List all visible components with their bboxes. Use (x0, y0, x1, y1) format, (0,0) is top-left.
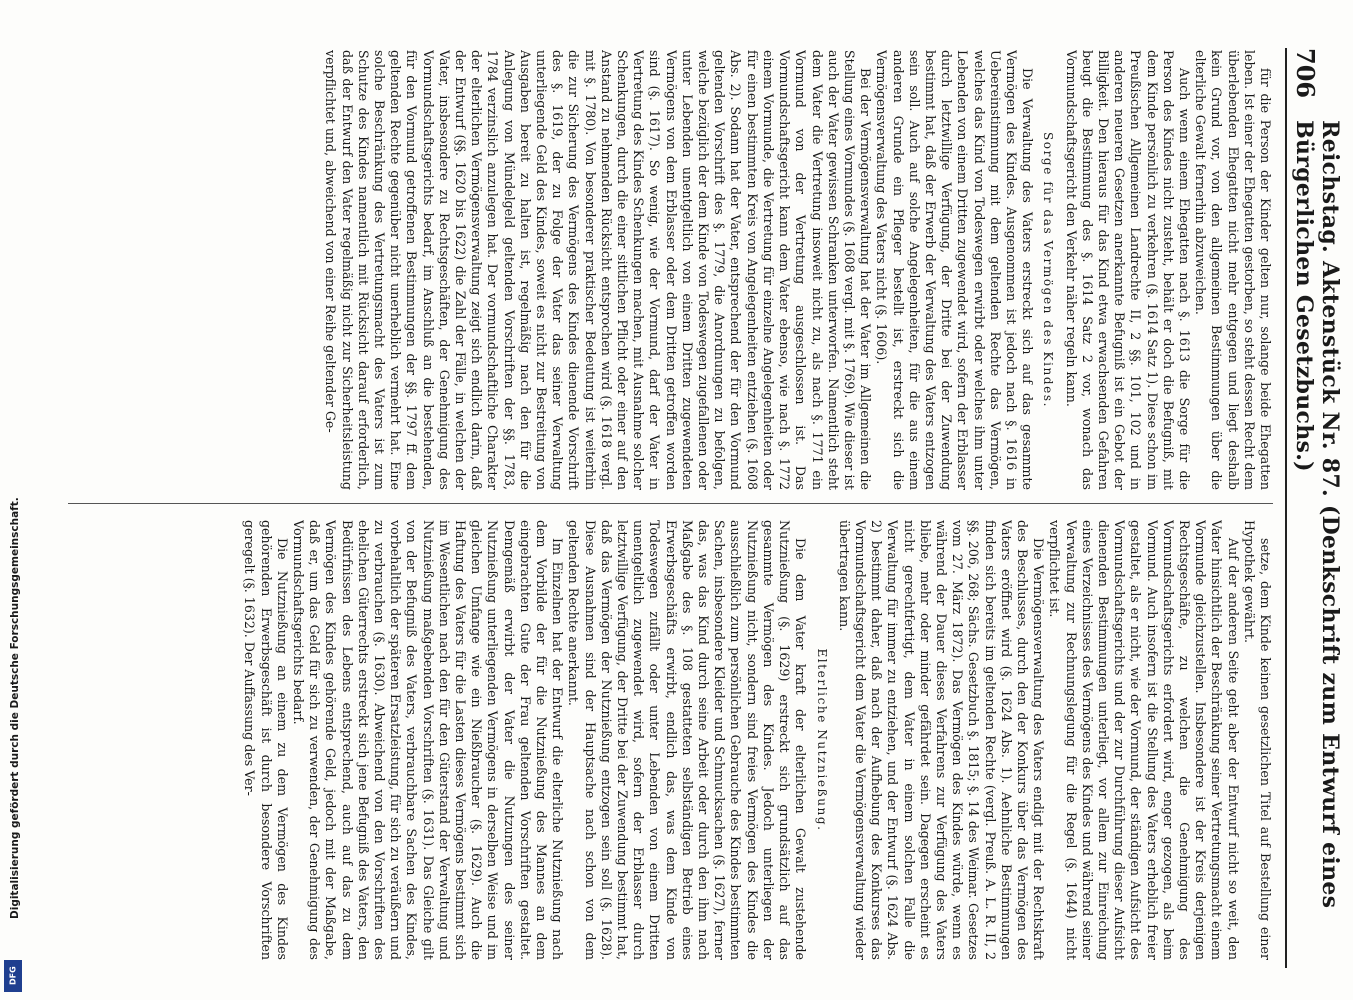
paragraph: für die Person der Kinder gelten nur, solange beide Ehegatten leben. Ist einer der Ehegatten gestorben, so steht dessen Recht dem überlebenden Ehegatten nicht mehr entgegen und liegt deshalb kein Grund vor, von den allgemeinen Bestimmungen über die elterliche Gewalt fernerhin abzuweichen. (1193, 50, 1273, 490)
page-number: 706 (1291, 48, 1320, 99)
paragraph: Die Verwaltung des Vaters erstreckt sich auf das gesammte Vermögen des Kindes. Ausgenommen ist jedoch nach §. 1616 in Uebereinstimmung mit dem geltenden Rechte das Vermögen, welches das Kind von Todeswegen erwirbt oder welches ihm unter Lebenden von einem Dritten zugewendet wird, sofern der Erblasser durch letztwillige Verfügung, der Dritte bei der Zuwendung bestimmt hat, daß der Erwerb der Verwaltung des Vaters entzogen sein soll. Auch auf solche Angelegenheiten, für die aus einem anderen Grunde ein Pfleger bestellt ist, erstreckt sich die Vermögensverwaltung des Vaters nicht (§. 1606). (874, 50, 1036, 490)
paragraph: Im Einzelnen hat der Entwurf die elterliche Nutznießung nach dem Vorbilde der für die Nutznießung des Mannes an dem eingebrachten Gute der Frau geltenden Vorschriften gestaltet. Demgemäß erwirbt der Vater die Nutzungen des seiner Nutznießung unterliegenden Vermögens in derselben Weise und im gleichen Umfange wie ein Nießbraucher (§. 1629). Auch die Haftung des Vaters für die Lasten dieses Vermögens bestimmt sich im Wesentlichen nach den für den Güterstand der Verwaltung und Nutznießung maßgebenden Vorschriften (§. 1631). Das Gleiche gilt von der Befugniß des Vaters, verbrauchbare Sachen des Kindes, vorbehaltlich der späteren Ersatzleistung, für sich zu veräußern und zu verbrauchen (§. 1630). Abweichend von den Vorschriften des ehelichen Güterrechts erstreckt sich jene Befugniß des Vaters, den Bedürfnissen des Lebens entsprechend, auch auf das zu dem Vermögen des Kindes gehörende Geld, jedoch mit der Maßgabe, daß er, um das Geld für sich zu verwenden, der Genehmigung des Vormundschaftsgerichts bedarf. (291, 520, 566, 960)
page-title: Reichstag. Aktenstück Nr. 87. (Denkschrift zum Entwurf eines Bürgerlichen Gesetzbuchs.) (1291, 120, 1343, 909)
paragraph: Die Vermögensverwaltung des Vaters endigt mit der Rechtskraft des Beschlusses, durch den der Konkurs über das Vermögen des Vaters eröffnet wird (§. 1624 Abs. 1). Aehnliche Bestimmungen finden sich bereits im geltenden Rechte (vergl. Preuß. A. L. R. II, 2 §§. 206, 268; Sächs. Gesetzbuch §. 1815; §. 14 des Weimar. Gesetzes vom 27. März 1872). Das Vermögen des Kindes würde, wenn es während der Dauer dieses Verfahrens zur Verfügung des Vaters bliebe, mehr oder minder gefährdet sein. Dagegen erscheint es nicht gerechtfertigt, dem Vater in einem solchen Falle die Verwaltung für immer zu entziehen, und der Entwurf (§. 1624 Abs. 2) bestimmt daher, daß nach der Aufhebung des Konkurses das Vormundschaftsgericht dem Vater die Vermögensverwaltung wieder übertragen kann. (836, 520, 1047, 960)
paragraph: Die dem Vater kraft der elterlichen Gewalt zustehende Nutznießung (§. 1629) erstreckt sich grundsätzlich auf das gesammte Vermögen des Kindes. Jedoch unterliegen der Nutznießung nicht, sondern sind freies Vermögen des Kindes die ausschließlich zum persönlichen Gebrauche des Kindes bestimmten Sachen, insbesondere Kleider und Schmucksachen (§. 1627), ferner das, was das Kind durch seine Arbeit oder durch den ihm nach Maßgabe des §. 108 gestatteten selbständigen Betrieb eines Erwerbsgeschäfts erwirbt, endlich das, was dem Kinde von Todeswegen zufällt oder unter Lebenden von einem Dritten unentgeltlich zugewendet wird, sofern der Erblasser durch letztwillige Verfügung, der Dritte bei der Zuwendung bestimmt hat, daß das Vermögen der Nutznießung entzogen sein soll (§. 1628). Diese Ausnahmen sind der Hauptsache nach schon von dem geltenden Rechte anerkannt. (566, 520, 809, 960)
section-heading: Elterliche Nutznießung. (814, 648, 829, 832)
paragraph: setze, dem Kinde keinen gesetzlichen Titel auf Bestellung einer Hypothek gewährt. (1241, 520, 1273, 960)
paragraph: Bei der Vermögensverwaltung hat der Vater im Allgemeinen die Stellung eines Vormundes (§. 1608 vergl. mit §. 1769). Wie dieser ist auch der Vater gewissen Schranken unterworfen. Namentlich steht dem Vater die Vertretung insoweit nicht zu, als nach §. 1771 ein Vormund von der Vertretung ausgeschlossen ist. Das Vormundschaftsgericht kann dem Vater ebenso, wie nach §. 1772 einem Vormunde, die Vertretung für einzelne Angelegenheiten oder für einen bestimmten Kreis von Angelegenheiten entziehen (§. 1608 Abs. 2). Sodann hat der Vater, entsprechend der für den Vormund geltenden Vorschrift des §. 1779, die Anordnungen zu befolgen, welche bezüglich der dem Kinde von Todeswegen zugefallenen oder unter Lebenden unentgeltlich von einem Dritten zugewendeten Vermögens von dem Erblasser oder dem Dritten getroffen worden sind (§. 1617). So wenig, wie der Vormund, darf der Vater in Vertretung des Kindes Schenkungen machen, mit Ausnahme solcher Schenkungen, durch die einer sittlichen Pflicht oder einer auf den Anstand zu nehmenden Rücksicht entsprochen wird (§. 1618 vergl. mit §. 1780). Von besonderer praktischer Bedeutung ist weiterhin die zur Sicherung des Vermögens des Kindes dienende Vorschrift des §. 1619, der zu Folge der Vater das seiner Verwaltung unterliegende Geld des Kindes, soweit es nicht zur Bestreitung von Ausgaben bereit zu halten ist, regelmäßig nach den für die Anlegung von Mündelgeld geltenden Vorschriften der §§. 1783, 1784 verzinslich anzulegen hat. Der vormundschaftliche Charakter der elterlichen Vermögensverwaltung zeigt sich endlich darin, daß der Entwurf (§§. 1620 bis 1622) die Zahl der Fälle, in welchen der Vater, insbesondere zu Rechtsgeschäften, der Genehmigung des Vormundschaftsgerichts bedarf, im Anschluß an die bestehenden, für den Vormund getroffenen Bestimmungen der §§. 1797 ff. dem geltenden Rechte gegenüber nicht unerheblich vermehrt hat. Eine solche Beschränkung des Vertretungsmacht des Vaters ist zum Schutze des Kindes namentlich mit Rücksicht darauf erforderlich, daß der Entwurf den Vater regelmäßig nicht zur Sicherheitsleistung verpflichtet und, abweichend von einer Reihe geltender Ge- (323, 50, 874, 490)
section-heading: Sorge für das Vermögen des Kindes. (1041, 131, 1056, 409)
paragraph: Auch wenn einem Ehegatten nach §. 1613 die Sorge für die Person des Kindes nicht zusteht, behält er doch die Befugniß, mit dem Kinde persönlich zu verkehren (§. 1614 Satz 1). Diese schon im Preußischen Allgemeinen Landrechte II, 2 §§. 101, 102 und in anderen neueren Gesetzen anerkannte Befugniß ist ein Gebot der Billigkeit. Den hieraus für das Kind etwa erwachsenden Gefahren beugt die Bestimmung des §. 1614 Satz 2 vor, wonach das Vormundschaftsgericht den Verkehr näher regeln kann. (1063, 50, 1192, 490)
dfg-logo: DFG (4, 960, 22, 992)
paragraph: Auf der anderen Seite geht aber der Entwurf nicht so weit, den Vater hinsichtlich der Beschränkung seiner Vertretungsmacht einem Vormunde gleichzustellen. Insbesondere ist der Kreis derjenigen Rechtsgeschäfte, zu welchen die Genehmigung des Vormundschaftsgerichts erfordert wird, enger gezogen, als beim Vormund. Auch insofern ist die Stellung des Vaters erheblich freier gestaltet, als er nicht, wie der Vormund, der ständigen Aufsicht des Vormundschaftsgerichts und der zur Durchführung dieser Aufsicht dienenden Bestimmungen unterliegt, vor allem zur Einreichung eines Verzeichnisses des Vermögens des Kindes und während seiner Verwaltung zur Rechnungslegung für die Regel (§. 1644) nicht verpflichtet ist. (1047, 520, 1241, 960)
column-divider (68, 503, 1273, 504)
text-column-left (68, 50, 1273, 490)
digitization-note: Digitalisierung gefördert durch die Deutsche Forschungsgemeinschaft. (9, 497, 21, 919)
paragraph: Die Nutznießung an einem zu dem Vermögen des Kindes gehörenden Erwerbsgeschäft ist durch besondere Vorschriften geregelt (§. 1632). Der Auffassung des Ver- (242, 520, 290, 960)
text-column-right (68, 520, 1273, 960)
digitization-sidebar (0, 0, 26, 1000)
page-header (1285, 48, 1343, 968)
